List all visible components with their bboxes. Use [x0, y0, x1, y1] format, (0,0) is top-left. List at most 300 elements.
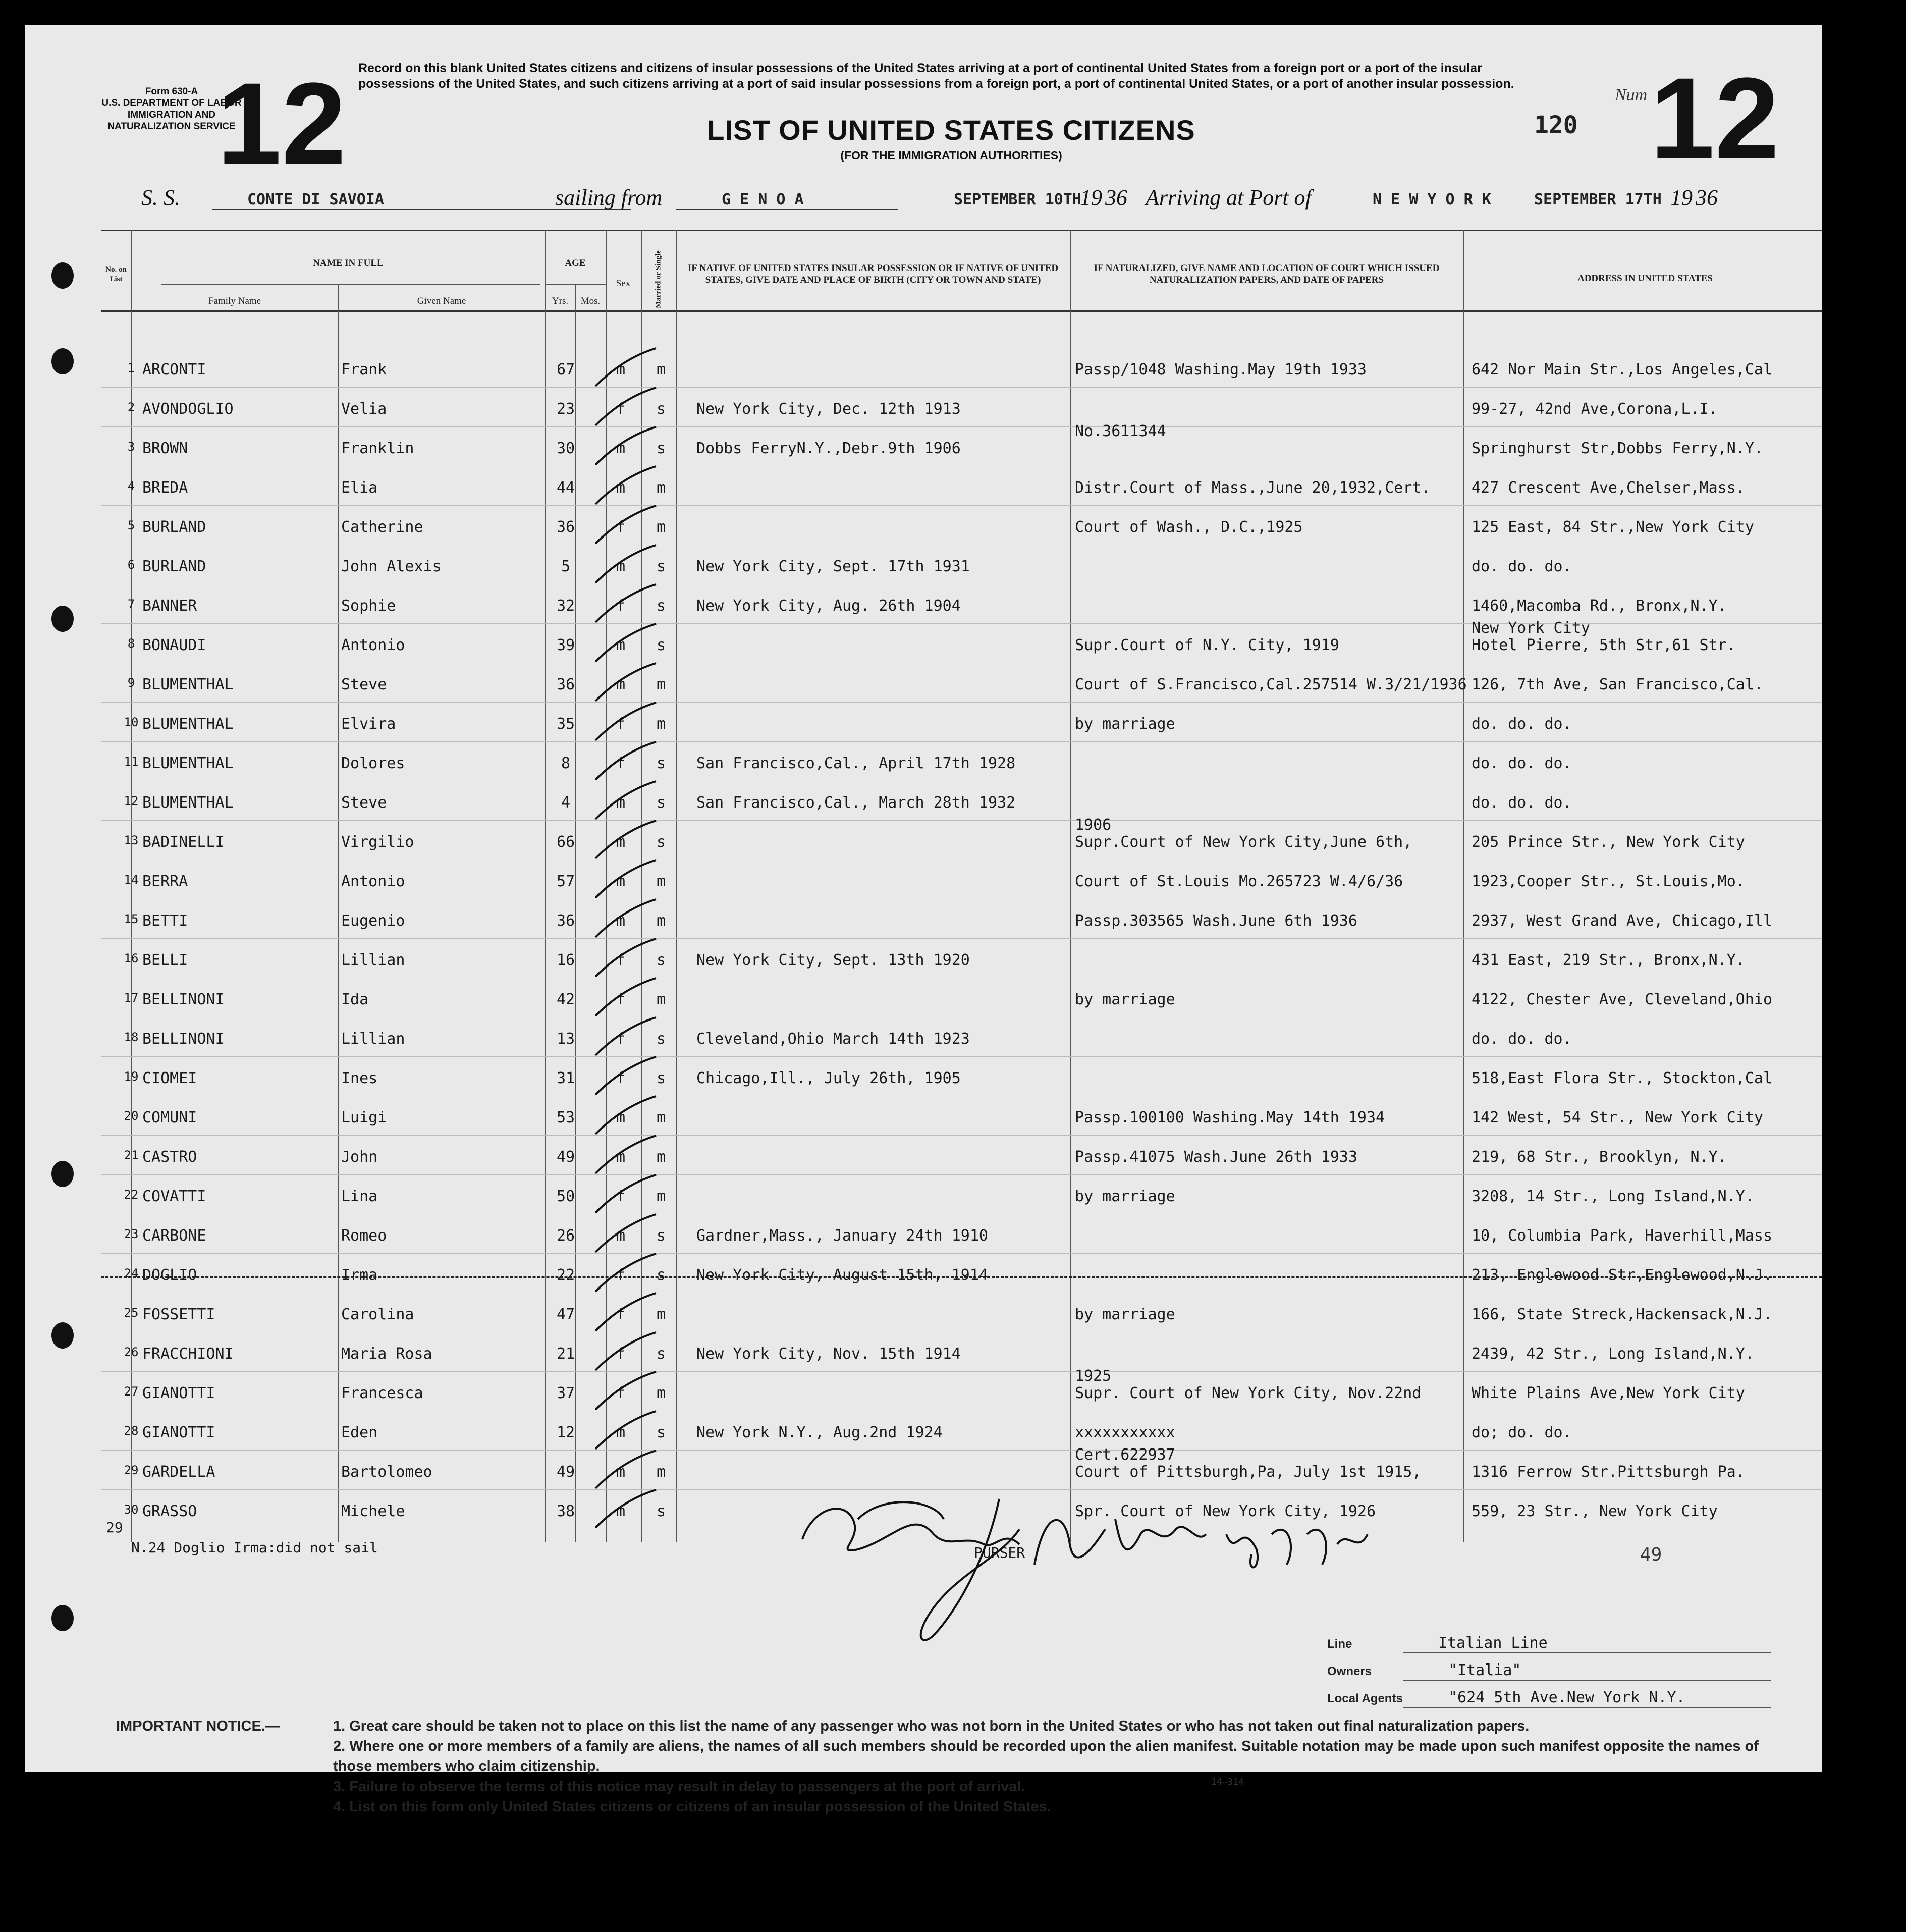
naturalization-info: Court of Pittsburgh,Pa, July 1st 1915,: [1075, 1463, 1422, 1481]
age-years: 44: [556, 479, 575, 497]
family-name: BLUMENTHAL: [142, 794, 234, 812]
row-number: 1: [127, 361, 135, 375]
age-years: 26: [556, 1227, 575, 1245]
owners-row: [1327, 1657, 1771, 1685]
punch-hole: [51, 1322, 74, 1349]
naturalization-info: Supr.Court of N.Y. City, 1919: [1075, 636, 1339, 654]
given-name: Lillian: [341, 1030, 405, 1048]
marital-status: s: [656, 1502, 666, 1520]
marital-status: m: [656, 361, 666, 379]
purser-label: PURSER: [974, 1544, 1025, 1561]
family-name: BLUMENTHAL: [142, 755, 234, 772]
sex: m: [616, 1148, 626, 1166]
marital-status: s: [656, 755, 666, 772]
marital-status: s: [656, 558, 666, 575]
given-name: Carolina: [341, 1306, 414, 1323]
strike-through: [101, 1276, 1822, 1278]
us-address: 10, Columbia Park, Haverhill,Mass: [1472, 1227, 1773, 1245]
family-name: GRASSO: [142, 1502, 197, 1520]
naturalization-info: Passp.41075 Wash.June 26th 1933: [1075, 1148, 1357, 1166]
age-years: 16: [556, 951, 575, 969]
us-address: do. do. do.: [1472, 558, 1572, 575]
row-number: 28: [124, 1424, 139, 1438]
sex: m: [616, 794, 626, 812]
given-name: Antonio: [341, 873, 405, 890]
col-no: No. on List: [105, 265, 127, 283]
us-address: 4122, Chester Ave, Cleveland,Ohio: [1472, 991, 1773, 1008]
row-number: 27: [124, 1384, 139, 1399]
row-rule: [101, 1056, 1822, 1057]
check-mark: [585, 1330, 666, 1375]
naturalization-info: Passp.100100 Washing.May 14th 1934: [1075, 1109, 1385, 1126]
voyage-line: [141, 182, 1796, 212]
birth-info: New York City, Sept. 17th 1931: [696, 558, 970, 575]
given-name: Ines: [341, 1069, 378, 1087]
row-number: 9: [127, 676, 135, 690]
list-number-right: 12: [1650, 53, 1779, 183]
age-years: 21: [556, 1345, 575, 1363]
check-mark: [585, 936, 666, 982]
us-address: do. do. do.: [1472, 715, 1572, 733]
family-name: FOSSETTI: [142, 1306, 215, 1323]
sailing-date: SEPTEMBER 10TH: [954, 191, 1081, 208]
given-name: Luigi: [341, 1109, 387, 1126]
birth-info: Dobbs FerryN.Y.,Debr.9th 1906: [696, 440, 961, 457]
check-mark: [585, 1212, 666, 1257]
manifest-sheet: [25, 25, 1822, 1815]
family-name: AVONDOGLIO: [142, 400, 234, 418]
family-name: BROWN: [142, 440, 188, 457]
marital-status: s: [656, 1424, 666, 1441]
us-address: 126, 7th Ave, San Francisco,Cal.: [1472, 676, 1763, 693]
marital-status: m: [656, 1109, 666, 1126]
marital-status: s: [656, 1069, 666, 1087]
marital-status: m: [656, 912, 666, 930]
family-name: BETTI: [142, 912, 188, 930]
given-name: Maria Rosa: [341, 1345, 432, 1363]
form-code: 14—314: [1211, 1777, 1244, 1787]
row-number: 25: [124, 1306, 139, 1320]
check-mark: [585, 818, 666, 864]
marital-status: m: [656, 991, 666, 1008]
marital-status: m: [656, 1148, 666, 1166]
num-label: Num: [1615, 86, 1648, 104]
sex: f: [616, 991, 626, 1008]
age-years: 23: [556, 400, 575, 418]
age-years: 36: [556, 912, 575, 930]
punch-hole: [51, 606, 74, 632]
age-years: 22: [556, 1266, 575, 1284]
sailing-from: G E N O A: [722, 191, 804, 208]
given-name: Frank: [341, 361, 387, 379]
row-number: 26: [124, 1345, 139, 1359]
col-yrs: Yrs.: [552, 296, 569, 306]
age-years: 50: [556, 1188, 575, 1205]
arrival-date: SEPTEMBER 17TH: [1534, 191, 1662, 208]
marital-status: m: [656, 1188, 666, 1205]
us-address: Springhurst Str,Dobbs Ferry,N.Y.: [1472, 440, 1763, 457]
naturalization-info: Distr.Court of Mass.,June 20,1932,Cert.: [1075, 479, 1431, 497]
row-number: 11: [124, 755, 139, 769]
given-name: Steve: [341, 794, 387, 812]
table-row: [25, 1256, 1822, 1296]
birth-info: Gardner,Mass., January 24th 1910: [696, 1227, 988, 1245]
page-title: LIST OF UNITED STATES CITIZENS: [707, 114, 1195, 146]
row-rule: [101, 1253, 1822, 1254]
family-name: BURLAND: [142, 558, 206, 575]
given-name: Elvira: [341, 715, 396, 733]
given-name: Antonio: [341, 636, 405, 654]
us-address: 3208, 14 Str., Long Island,N.Y.: [1472, 1188, 1754, 1205]
naturalization-info: Court of S.Francisco,Cal.257514 W.3/21/1936: [1075, 676, 1467, 693]
family-name: BLUMENTHAL: [142, 715, 234, 733]
row-number: 16: [124, 951, 139, 965]
passenger-table: [25, 230, 1822, 1552]
row-rule: [101, 1174, 1822, 1175]
marital-status: m: [656, 676, 666, 693]
given-name: Catherine: [341, 518, 423, 536]
table-row: [25, 1217, 1822, 1256]
birth-info: San Francisco,Cal., April 17th 1928: [696, 755, 1016, 772]
marital-status: s: [656, 1030, 666, 1048]
notice-item: 3. Failure to observe the terms of this notice may result in delay to passengers at the port of arrival.: [333, 1779, 1025, 1795]
notice-lead: IMPORTANT NOTICE.—: [116, 1718, 280, 1734]
line-row: [1327, 1630, 1771, 1657]
col-address: ADDRESS IN UNITED STATES: [1577, 273, 1713, 284]
us-address: 99-27, 42nd Ave,Corona,L.I.: [1472, 400, 1718, 418]
marital-status: m: [656, 1306, 666, 1323]
ss-label: S. S.: [141, 185, 180, 210]
birth-info: San Francisco,Cal., March 28th 1932: [696, 794, 1016, 812]
form-info-line: Form 630-A: [145, 86, 198, 97]
given-name: Lina: [341, 1188, 378, 1205]
family-name: FRACCHIONI: [142, 1345, 234, 1363]
row-number: 23: [124, 1227, 139, 1241]
row-number: 8: [127, 636, 135, 651]
us-address: do. do. do.: [1472, 794, 1572, 812]
us-address: 166, State Streck,Hackensack,N.J.: [1472, 1306, 1773, 1323]
row-rule: [101, 702, 1822, 703]
us-address: 213, Englewood Str,Englewood,N.J.: [1472, 1266, 1773, 1284]
check-mark: [585, 739, 666, 785]
agents-label: Local Agents: [1327, 1692, 1403, 1705]
age-years: 66: [556, 833, 575, 851]
family-name: BONAUDI: [142, 636, 206, 654]
given-name: Virgilio: [341, 833, 414, 851]
sex: f: [616, 1384, 626, 1402]
row-number: 22: [124, 1188, 139, 1202]
birth-info: New York City, Nov. 15th 1914: [696, 1345, 961, 1363]
check-mark: [585, 582, 666, 627]
given-name: John: [341, 1148, 378, 1166]
sex: m: [616, 1227, 626, 1245]
sex: m: [616, 1502, 626, 1520]
check-mark: [585, 897, 666, 942]
given-name: John Alexis: [341, 558, 442, 575]
row-number: 29: [124, 1463, 139, 1477]
marital-status: s: [656, 400, 666, 418]
table-row: [25, 863, 1822, 902]
check-mark: [585, 1172, 666, 1218]
age-years: 49: [556, 1148, 575, 1166]
notice-item: 1. Great care should be taken not to place on this list the name of any passenger who was not born in the United States or who has not taken out final naturalization papers.: [333, 1718, 1530, 1734]
arrival-year-prefix: 19: [1670, 185, 1693, 210]
sex: m: [616, 361, 626, 379]
birth-info: Cleveland,Ohio March 14th 1923: [696, 1030, 970, 1048]
ship-name: CONTE DI SAVOIA: [247, 191, 384, 208]
check-mark: [585, 976, 666, 1021]
notice-items: [333, 1716, 1781, 1817]
footer-note: N.24 Doglio Irma:did not sail: [131, 1539, 378, 1556]
check-mark: [585, 385, 666, 431]
table-row: [25, 941, 1822, 981]
us-address: 2439, 42 Str., Long Island,N.Y.: [1472, 1345, 1754, 1363]
check-mark: [585, 621, 666, 667]
given-name: Steve: [341, 676, 387, 693]
age-years: 53: [556, 1109, 575, 1126]
sex: f: [616, 518, 626, 536]
us-address: 518,East Flora Str., Stockton,Cal: [1472, 1069, 1773, 1087]
marital-status: s: [656, 597, 666, 615]
table-body: [25, 351, 1822, 1532]
check-mark: [585, 543, 666, 588]
us-address: 125 East, 84 Str.,New York City: [1472, 518, 1754, 536]
row-number: 18: [124, 1030, 139, 1044]
us-address-pre: New York City: [1472, 619, 1590, 637]
row-rule: [101, 426, 1822, 427]
us-address: 1923,Cooper Str., St.Louis,Mo.: [1472, 873, 1745, 890]
family-name: BELLINONI: [142, 991, 225, 1008]
table-row: [25, 422, 1822, 469]
us-address: 142 West, 54 Str., New York City: [1472, 1109, 1763, 1126]
form-info-line: IMMIGRATION AND: [127, 110, 216, 120]
birth-info: New York City, Dec. 12th 1913: [696, 400, 961, 418]
check-mark: [585, 1409, 666, 1454]
col-name-in-full: NAME IN FULL: [313, 258, 384, 269]
naturalization-info-pre: No.3611344: [1075, 422, 1166, 440]
us-address: 219, 68 Str., Brooklyn, N.Y.: [1472, 1148, 1727, 1166]
naturalization-info: Court of St.Louis Mo.265723 W.4/6/36: [1075, 873, 1403, 890]
marital-status: s: [656, 1266, 666, 1284]
us-address: 2937, West Grand Ave, Chicago,Ill: [1472, 912, 1773, 930]
sailing-year-prefix: 19: [1080, 185, 1102, 210]
us-address: 1460,Macomba Rd., Bronx,N.Y.: [1472, 597, 1727, 615]
agents-value: "624 5th Ave.New York N.Y.: [1448, 1689, 1685, 1706]
age-years: 36: [556, 676, 575, 693]
form-info-line: NATURALIZATION SERVICE: [107, 121, 236, 132]
col-naturalized: IF NATURALIZED, GIVE NAME AND LOCATION OF COURT WHICH ISSUED NATURALIZATION PAPERS, AND DATE OF PAPERS: [1094, 263, 1440, 285]
sex: m: [616, 676, 626, 693]
row-rule: [101, 1371, 1822, 1372]
age-years: 39: [556, 636, 575, 654]
given-name: Eden: [341, 1424, 378, 1441]
form-info-line: U.S. DEPARTMENT OF LABOR: [101, 98, 242, 109]
row-number: 5: [127, 518, 135, 532]
table-row: [25, 705, 1822, 744]
line-label: Line: [1327, 1637, 1352, 1651]
marital-status: s: [656, 794, 666, 812]
marital-status: m: [656, 1463, 666, 1481]
marital-status: m: [656, 479, 666, 497]
row-number: 24: [124, 1266, 139, 1280]
table-row: [25, 1099, 1822, 1138]
marital-status: s: [656, 951, 666, 969]
row-rule: [101, 820, 1822, 821]
check-mark: [585, 1369, 666, 1415]
arrival-year: 36: [1696, 185, 1718, 210]
us-address: do; do. do.: [1472, 1424, 1572, 1441]
family-name: GIANOTTI: [142, 1424, 215, 1441]
sex: f: [616, 1188, 626, 1205]
owners-label: Owners: [1327, 1665, 1372, 1678]
table-row: [25, 1414, 1822, 1453]
col-age: AGE: [565, 258, 586, 269]
sex: m: [616, 1109, 626, 1126]
given-name: Velia: [341, 400, 387, 418]
check-mark: [585, 779, 666, 824]
table-row: [25, 1177, 1822, 1217]
check-mark: [585, 346, 666, 391]
family-name: BELLINONI: [142, 1030, 225, 1048]
table-row: [25, 784, 1822, 823]
row-number: 12: [124, 794, 139, 808]
table-row: [25, 1367, 1822, 1414]
sex: m: [616, 833, 626, 851]
naturalization-info: by marriage: [1075, 991, 1175, 1008]
naturalization-info: xxxxxxxxxxx: [1075, 1424, 1175, 1441]
row-number: 20: [124, 1109, 139, 1123]
page-subtitle: (FOR THE IMMIGRATION AUTHORITIES): [840, 149, 1062, 162]
family-name: CARBONE: [142, 1227, 206, 1245]
given-name: Elia: [341, 479, 378, 497]
age-years: 8: [561, 755, 571, 772]
family-name: BANNER: [142, 597, 197, 615]
sex: f: [616, 755, 626, 772]
naturalization-info-pre: 1925: [1075, 1367, 1112, 1385]
table-row: [25, 666, 1822, 705]
row-rule: [101, 1450, 1822, 1451]
row-number: 6: [127, 558, 135, 572]
row-number: 10: [124, 715, 139, 729]
list-number-left: 12: [217, 59, 346, 188]
punch-hole: [51, 1161, 74, 1187]
notice-item: 4. List on this form only United States citizens or citizens of an insular possession of the United States.: [333, 1799, 1051, 1815]
marital-status: s: [656, 636, 666, 654]
row-number: 2: [127, 400, 135, 414]
age-years: 67: [556, 361, 575, 379]
col-given-name: Given Name: [417, 296, 466, 306]
family-name: BREDA: [142, 479, 188, 497]
sailing-year: 36: [1105, 185, 1127, 210]
given-name: Romeo: [341, 1227, 387, 1245]
family-name: COVATTI: [142, 1188, 206, 1205]
marital-status: m: [656, 873, 666, 890]
family-name: CIOMEI: [142, 1069, 197, 1087]
col-mos: Mos.: [580, 296, 601, 306]
naturalization-info: Supr.Court of New York City,June 6th,: [1075, 833, 1412, 851]
check-mark: [585, 1291, 666, 1336]
age-years: 31: [556, 1069, 575, 1087]
row-rule: [101, 387, 1822, 388]
line-value: Italian Line: [1438, 1634, 1548, 1652]
given-name: Ida: [341, 991, 369, 1008]
naturalization-info: Court of Wash., D.C.,1925: [1075, 518, 1303, 536]
naturalization-info: Passp.303565 Wash.June 6th 1936: [1075, 912, 1357, 930]
age-years: 30: [556, 440, 575, 457]
table-row: [25, 1020, 1822, 1059]
marital-status: m: [656, 518, 666, 536]
row-rule: [101, 505, 1822, 506]
us-address: Hotel Pierre, 5th Str,61 Str.: [1472, 636, 1736, 654]
sex: m: [616, 558, 626, 575]
check-mark: [585, 464, 666, 509]
us-address: do. do. do.: [1472, 755, 1572, 772]
sex: f: [616, 1306, 626, 1323]
age-years: 5: [561, 558, 571, 575]
col-birth: IF NATIVE OF UNITED STATES INSULAR POSSESSION OR IF NATIVE OF UNITED STATES, GIVE DATE AND PLACE OF BIRTH (CITY OR TOWN AND STATE): [687, 263, 1059, 285]
ship-info: [1327, 1630, 1771, 1712]
page-number: 120: [1534, 111, 1578, 139]
family-name: BERRA: [142, 873, 188, 890]
sailing-label: sailing from: [555, 185, 663, 210]
naturalization-info-pre: Cert.622937: [1075, 1446, 1175, 1464]
naturalization-info: by marriage: [1075, 1306, 1175, 1323]
family-name: COMUNI: [142, 1109, 197, 1126]
table-row: [25, 508, 1822, 548]
us-address: 642 Nor Main Str.,Los Angeles,Cal: [1472, 361, 1773, 379]
row-number: 14: [124, 873, 139, 887]
birth-info: New York City, August 15th, 1914: [696, 1266, 988, 1284]
age-years: 12: [556, 1424, 575, 1441]
age-years: 42: [556, 991, 575, 1008]
given-name: Dolores: [341, 755, 405, 772]
page-count: 49: [1640, 1544, 1662, 1565]
age-years: 37: [556, 1384, 575, 1402]
table-row: [25, 1138, 1822, 1177]
sex: m: [616, 440, 626, 457]
sex: f: [616, 597, 626, 615]
intro-text: Record on this blank United States citizens and citizens of insular possessions of the United States arriving at a port of continental United States from a foreign port or a port of the insular possessions of the United States, and such citizens arriving at a port of said insular possessions from a foreign port, a port of continental United States, or a port of another insular possession.: [358, 61, 1514, 91]
given-name: Irma: [341, 1266, 378, 1284]
given-name: Eugenio: [341, 912, 405, 930]
sex: f: [616, 715, 626, 733]
sex: m: [616, 636, 626, 654]
row-number: 3: [127, 440, 135, 454]
col-married: Married or Single: [654, 250, 663, 308]
row-number: 21: [124, 1148, 139, 1162]
port: N E W Y O R K: [1373, 191, 1491, 208]
check-mark: [585, 1448, 666, 1493]
naturalization-info: Spr. Court of New York City, 1926: [1075, 1502, 1376, 1520]
owners-value: "Italia": [1448, 1661, 1521, 1679]
naturalization-info-pre: 1906: [1075, 816, 1112, 834]
total-count: 29: [106, 1519, 123, 1536]
check-mark: [585, 1015, 666, 1060]
given-name: Sophie: [341, 597, 396, 615]
marital-status: s: [656, 1345, 666, 1363]
age-years: 47: [556, 1306, 575, 1323]
us-address: White Plains Ave,New York City: [1472, 1384, 1745, 1402]
check-mark: [585, 857, 666, 903]
birth-info: New York N.Y., Aug.2nd 1924: [696, 1424, 943, 1441]
sex: f: [616, 1069, 626, 1087]
us-address: 427 Crescent Ave,Chelser,Mass.: [1472, 479, 1745, 497]
row-number: 13: [124, 833, 139, 847]
marital-status: m: [656, 715, 666, 733]
table-row: [25, 469, 1822, 508]
check-mark: [585, 661, 666, 706]
check-mark: [585, 1251, 666, 1297]
